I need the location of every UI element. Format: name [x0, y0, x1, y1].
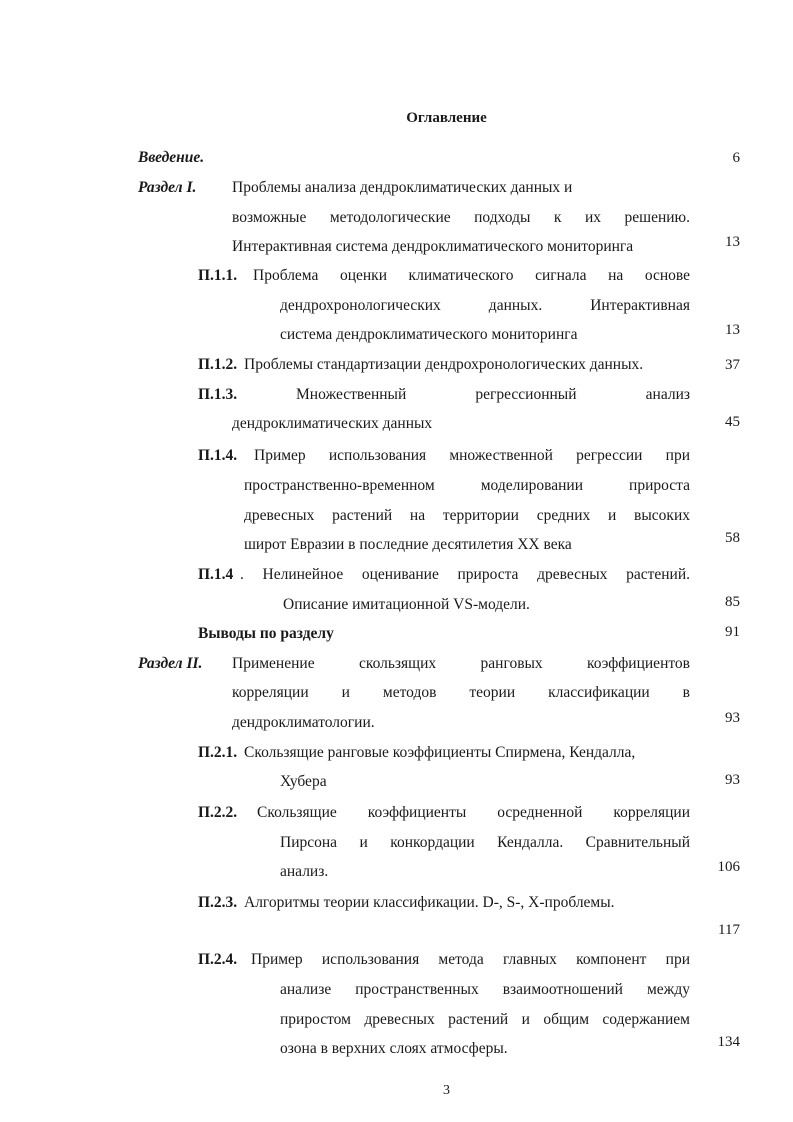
toc-page-conclusions: 91: [725, 624, 740, 640]
toc-text-p224-line3: приростом древесных растений и общим содержанием: [280, 1011, 690, 1028]
toc-text-p222-line1: Скользящие коэффициенты осредненной корреляции: [257, 804, 690, 821]
toc-page-p223: 117: [718, 922, 740, 938]
toc-label-section-1: Раздел I.: [138, 179, 197, 196]
toc-label-conclusions: Выводы по разделу: [198, 625, 334, 642]
toc-text-p221-line1: Скользящие ранговые коэффициенты Спирмена, Кендалла,: [244, 744, 636, 761]
toc-label-p111: П.1.1.: [198, 267, 238, 284]
toc-page-p221: 93: [725, 772, 740, 788]
toc-text-p114-line3: древесных растений на территории средних и высоких: [244, 507, 690, 524]
toc-text-p111-line3: система дендроклиматического мониторинга: [280, 326, 578, 343]
toc-page-p114b: 85: [725, 594, 740, 610]
toc-text-p112: Проблемы стандартизации дендрохронологических данных.: [244, 356, 644, 373]
toc-page-p222: 106: [717, 859, 740, 875]
toc-page-section-2: 93: [725, 710, 740, 726]
toc-text-p114b-line1: . Нелинейное оценивание прироста древесных растений.: [240, 566, 690, 583]
toc-text-p224-line4: озона в верхних слоях атмосферы.: [280, 1040, 508, 1057]
toc-label-p223: П.2.3.: [198, 894, 238, 911]
toc-text-p114-line1: Пример использования множественной регрессии при: [254, 447, 690, 464]
toc-text-p114b-line2: Описание имитационной VS-модели.: [283, 596, 530, 613]
toc-text-p221-line2: Хубера: [280, 773, 327, 790]
toc-page-p111: 13: [725, 322, 740, 338]
toc-text-section-2-line2: корреляции и методов теории классификации в: [232, 684, 690, 701]
toc-text-section-1-line2: возможные методологические подходы к их решению.: [232, 209, 690, 226]
toc-text-p222-line2: Пирсона и конкордации Кендалла. Сравнительный: [280, 834, 690, 851]
toc-text-section-1-line3: Интерактивная система дендроклиматического мониторинга: [232, 238, 634, 255]
toc-label-p114b: П.1.4: [198, 566, 234, 583]
toc-text-p111-line1: Проблема оценки климатического сигнала на основе: [253, 267, 690, 284]
page-title: Оглавление: [406, 110, 487, 126]
toc-label-intro: Введение.: [138, 149, 205, 166]
toc-page-section-1: 13: [725, 234, 740, 250]
toc-text-p111-line2: дендрохронологических данных. Интерактивная: [280, 297, 690, 314]
toc-page-p113: 45: [725, 414, 740, 430]
toc-text-section-1-line1: [232, 178, 690, 198]
toc-page-p114: 58: [725, 530, 740, 546]
toc-label-p114: П.1.4.: [198, 447, 238, 464]
toc-text-p224-line2: анализе пространственных взаимоотношений между: [280, 981, 690, 998]
toc-page-p112: 37: [725, 357, 740, 373]
toc-text-p222-line3: анализ.: [280, 863, 329, 880]
toc-label-section-2: Раздел II.: [138, 655, 203, 672]
page-number: 3: [443, 1083, 450, 1098]
toc-page-intro: 6: [732, 150, 740, 166]
toc-text: Проблемы анализа дендроклиматических данных и: [232, 179, 573, 196]
toc-text-section-2-line1: Применение скользящих ранговых коэффициентов: [232, 655, 690, 672]
toc-text-section-2-line3: дендроклиматологии.: [232, 714, 375, 731]
toc-text-p113-line2: дендроклиматических данных: [232, 415, 433, 432]
toc-text-p113-line1: Множественный регрессионный анализ: [296, 386, 690, 403]
toc-text-p224-line1: Пример использования метода главных компонент при: [251, 951, 690, 968]
toc-label-p112: П.1.2.: [198, 356, 238, 373]
toc-text-p114-line2: пространственно-временном моделировании прироста: [244, 477, 690, 494]
toc-label-p221: П.2.1.: [198, 744, 238, 761]
toc-page-p224: 134: [717, 1034, 740, 1050]
toc-label-p113: П.1.3.: [198, 386, 238, 403]
toc-text-p223: Алгоритмы теории классификации. D-, S-, X-проблемы.: [244, 894, 615, 911]
toc-text-p114-line4: широт Евразии в последние десятилетия XX века: [244, 536, 572, 553]
toc-label-p224: П.2.4.: [198, 951, 238, 968]
toc-label-p222: П.2.2.: [198, 804, 238, 821]
